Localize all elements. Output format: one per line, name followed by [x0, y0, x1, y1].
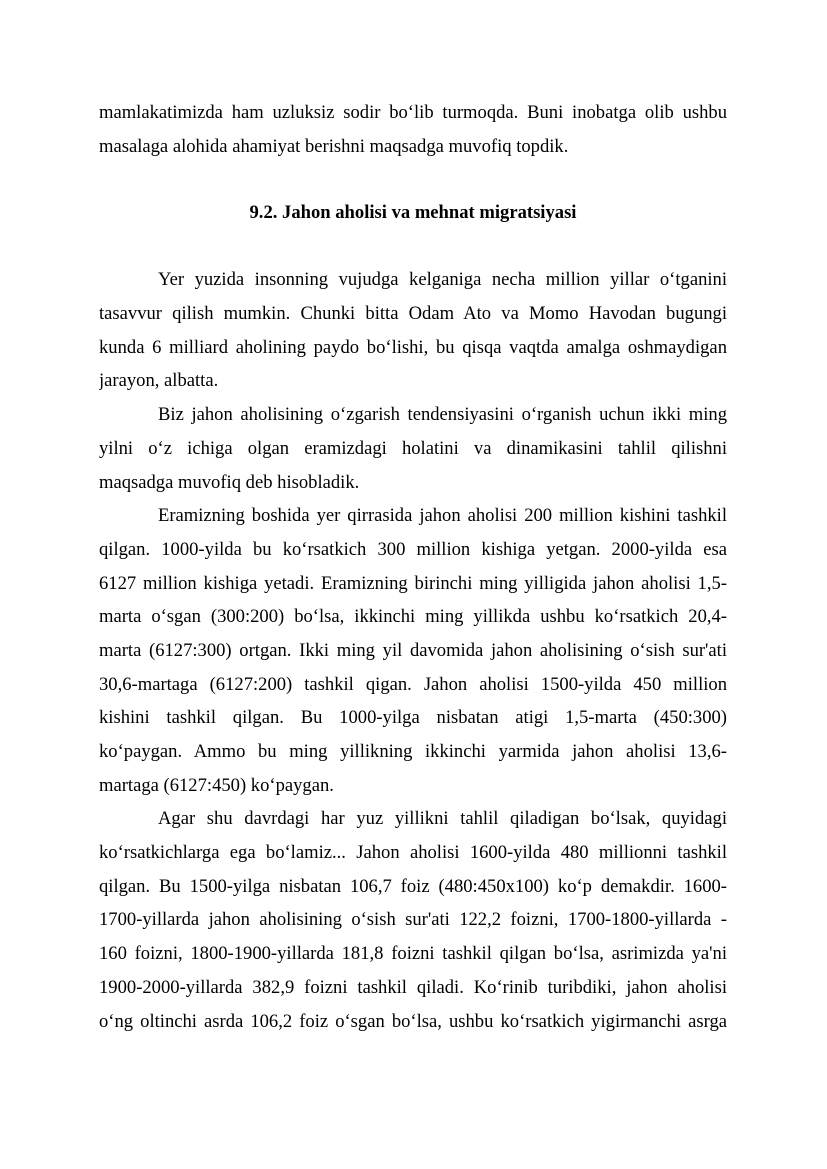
text-line: ko‘paygan. Ammo bu ming yillikning ikkinchi yarmida jahon aholisi 13,6-: [99, 741, 727, 762]
text-line: martaga (6127:450) ko‘paygan.: [99, 774, 334, 796]
section-heading: 9.2. Jahon aholisi va mehnat migratsiyasi: [249, 202, 577, 224]
text-line: 30,6-martaga (6127:200) tashkil qigan. Jahon aholisi 1500-yilda 450 million: [99, 673, 727, 695]
text-line: Agar shu davrdagi har yuz yillikni tahlil qiladigan bo‘lsak, quyidagi: [158, 808, 727, 830]
paragraph-2: [99, 398, 727, 499]
text-line: qilgan. Bu 1500-yilga nisbatan 106,7 foiz (480:450x100) ko‘p demakdir. 1600-: [99, 875, 727, 897]
text-line: jarayon, albatta.: [99, 370, 219, 392]
paragraph-1: [99, 263, 727, 398]
paragraph-3: [99, 499, 727, 802]
text-line: Yer yuzida insonning vujudga kelganiga necha million yillar o‘tganini: [158, 269, 727, 291]
text-line: kishini tashkil qilgan. Bu 1000-yilga nisbatan atigi 1,5-marta (450:300): [99, 707, 727, 729]
text-line: 6127 million kishiga yetadi. Eramizning birinchi ming yilligida jahon aholisi 1,5-: [99, 572, 727, 594]
text-line: Biz jahon aholisining o‘zgarish tendensiyasini o‘rganish uchun ikki ming: [158, 404, 727, 426]
text-line: yilni o‘z ichiga olgan eramizdagi holatini va dinamikasini tahlil qilishni: [99, 437, 727, 459]
paragraph-4: [99, 802, 727, 1038]
text-line: masalaga alohida ahamiyat berishni maqsadga muvofiq topdik.: [99, 135, 569, 157]
text-line: maqsadga muvofiq deb hisobladik.: [99, 471, 360, 493]
text-line: tasavvur qilish mumkin. Chunki bitta Odam Ato va Momo Havodan bugungi: [99, 303, 727, 325]
text-line: kunda 6 milliard aholining paydo bo‘lishi, bu qisqa vaqtda amalga oshmaydigan: [99, 336, 727, 358]
intro-paragraph: [99, 96, 727, 163]
text-line: 1700-yillarda jahon aholisining o‘sish sur'ati 122,2 foizni, 1700-1800-yillarda -: [99, 909, 727, 931]
text-line: 1900-2000-yillarda 382,9 foizni tashkil qiladi. Ko‘rinib turibdiki, jahon aholisi: [99, 976, 727, 998]
text-line: o‘ng oltinchi asrda 106,2 foiz o‘sgan bo‘lsa, ushbu ko‘rsatkich yigirmanchi asrga: [99, 1010, 727, 1032]
text-line: Eramizning boshida yer qirrasida jahon aholisi 200 million kishini tashkil: [158, 505, 727, 527]
document-page: [99, 96, 727, 1038]
text-line: marta o‘sgan (300:200) bo‘lsa, ikkinchi ming yillikda ushbu ko‘rsatkich 20,4-: [99, 606, 727, 628]
text-line: mamlakatimizda ham uzluksiz sodir bo‘lib turmoqda. Buni inobatga olib ushbu: [99, 102, 727, 123]
text-line: ko‘rsatkichlarga ega bo‘lamiz... Jahon aholisi 1600-yilda 480 millionni tashkil: [99, 842, 727, 864]
text-line: marta (6127:300) ortgan. Ikki ming yil davomida jahon aholisining o‘sish sur'ati: [99, 639, 727, 661]
text-line: qilgan. 1000-yilda bu ko‘rsatkich 300 million kishiga yetgan. 2000-yilda esa: [99, 538, 727, 560]
text-line: 160 foizni, 1800-1900-yillarda 181,8 foizni tashkil qilgan bo‘lsa, asrimizda ya'ni: [99, 943, 727, 965]
